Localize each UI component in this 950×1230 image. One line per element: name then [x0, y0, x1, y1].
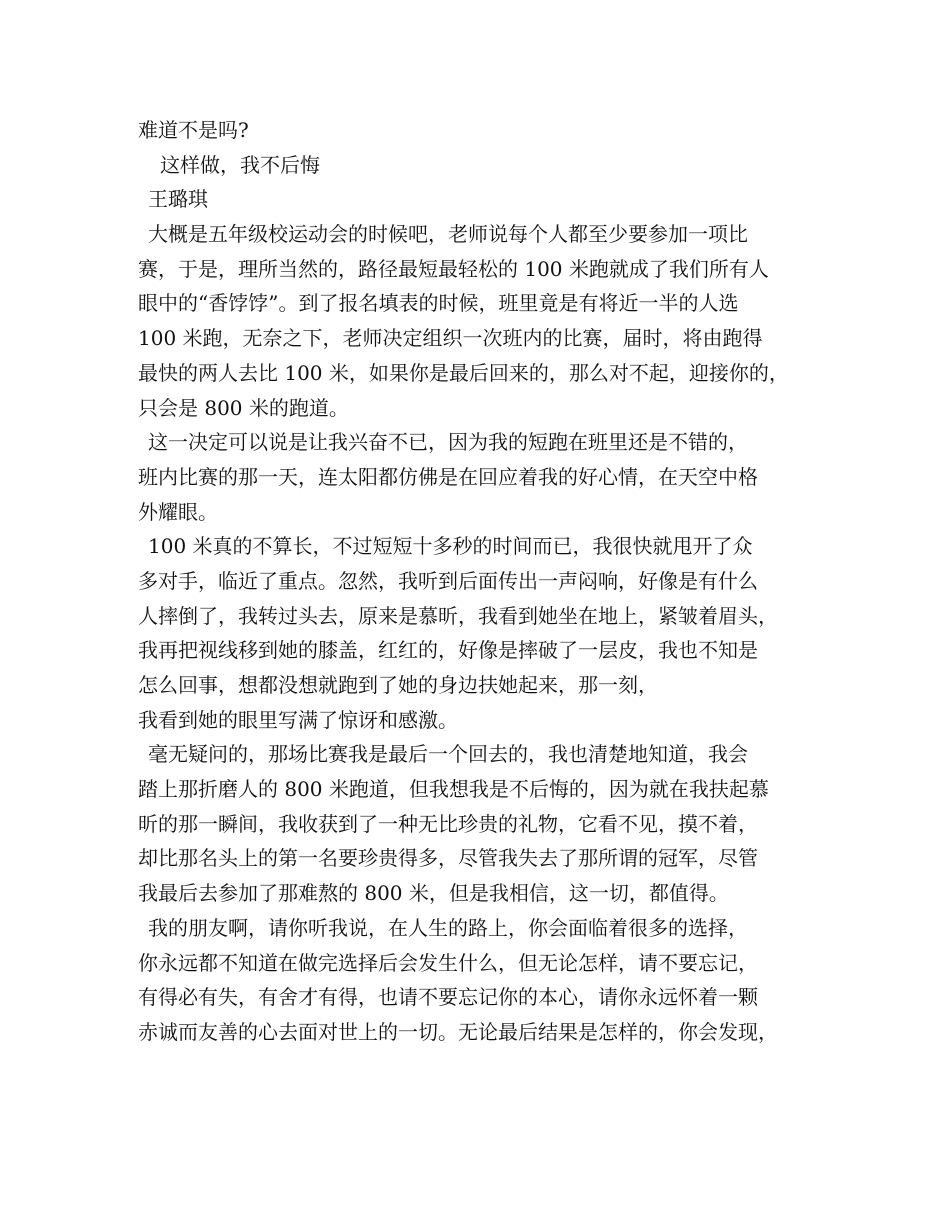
paragraph-line: 我的朋友啊，请你听我说，在人生的路上，你会面临着很多的选择， — [148, 915, 748, 940]
paragraph-line: 有得必有失，有舍才有得，也请不要忘记你的本心，请你永远怀着一颗 — [138, 985, 758, 1010]
paragraph-line: 踏上那折磨人的 800 米跑道，但我想我是不后悔的，因为就在我扶起慕 — [138, 777, 769, 802]
paragraph-line: 100 米真的不算长，不过短短十多秒的时间而已，我很快就甩开了众 — [148, 534, 753, 559]
paragraph-line: 最快的两人去比 100 米，如果你是最后回来的，那么对不起，迎接你的， — [138, 360, 789, 385]
paragraph-line: 100 米跑，无奈之下，老师决定组织一次班内的比赛，届时，将由跑得 — [138, 326, 763, 351]
paragraph-line: 我再把视线移到她的膝盖，红红的，好像是摔破了一层皮，我也不知是 — [138, 638, 758, 663]
paragraph-line: 赛，于是，理所当然的，路径最短最轻松的 100 米跑就成了我们所有人 — [138, 256, 769, 281]
paragraph-line: 赤诚而友善的心去面对世上的一切。无论最后结果是怎样的，你会发现， — [138, 1019, 778, 1044]
essay-title: 这样做，我不后悔 — [160, 152, 320, 177]
paragraph-line: 班内比赛的那一天，连太阳都仿佛是在回应着我的好心情，在天空中格 — [138, 464, 758, 489]
paragraph-line: 却比那名头上的第一名要珍贵得多，尽管我失去了那所谓的冠军，尽管 — [138, 846, 758, 871]
paragraph-line: 毫无疑问的，那场比赛我是最后一个回去的，我也清楚地知道，我会 — [148, 742, 748, 767]
author-name: 王璐琪 — [148, 187, 208, 212]
paragraph-line: 人摔倒了，我转过头去，原来是慕昕，我看到她坐在地上，紧皱着眉头， — [138, 603, 778, 628]
paragraph-line: 只会是 800 米的跑道。 — [138, 395, 349, 420]
paragraph-line: 多对手，临近了重点。忽然，我听到后面传出一声闷响，好像是有什么 — [138, 568, 758, 593]
paragraph-line: 这一决定可以说是让我兴奋不已，因为我的短跑在班里还是不错的， — [148, 430, 748, 455]
paragraph-line: 怎么回事，想都没想就跑到了她的身边扶她起来，那一刻， — [138, 673, 658, 697]
paragraph-line: 我看到她的眼里写满了惊讶和感激。 — [138, 707, 458, 732]
paragraph-line: 外耀眼。 — [138, 499, 218, 524]
essay-body — [138, 113, 838, 1050]
paragraph-line: 你永远都不知道在做完选择后会发生什么，但无论怎样，请不要忘记， — [138, 950, 758, 975]
paragraph-line: 我最后去参加了那难熬的 800 米，但是我相信，这一切，都值得。 — [138, 881, 729, 906]
paragraph-line: 昕的那一瞬间，我收获到了一种无比珍贵的礼物，它看不见，摸不着， — [138, 811, 758, 836]
paragraph-line: 大概是五年级校运动会的时候吧，老师说每个人都至少要参加一项比 — [148, 222, 748, 247]
text-line: 难道不是吗? — [138, 118, 249, 142]
paragraph-line: 眼中的“香饽饽”。到了报名填表的时候，班里竟是有将近一半的人选 — [138, 291, 739, 316]
